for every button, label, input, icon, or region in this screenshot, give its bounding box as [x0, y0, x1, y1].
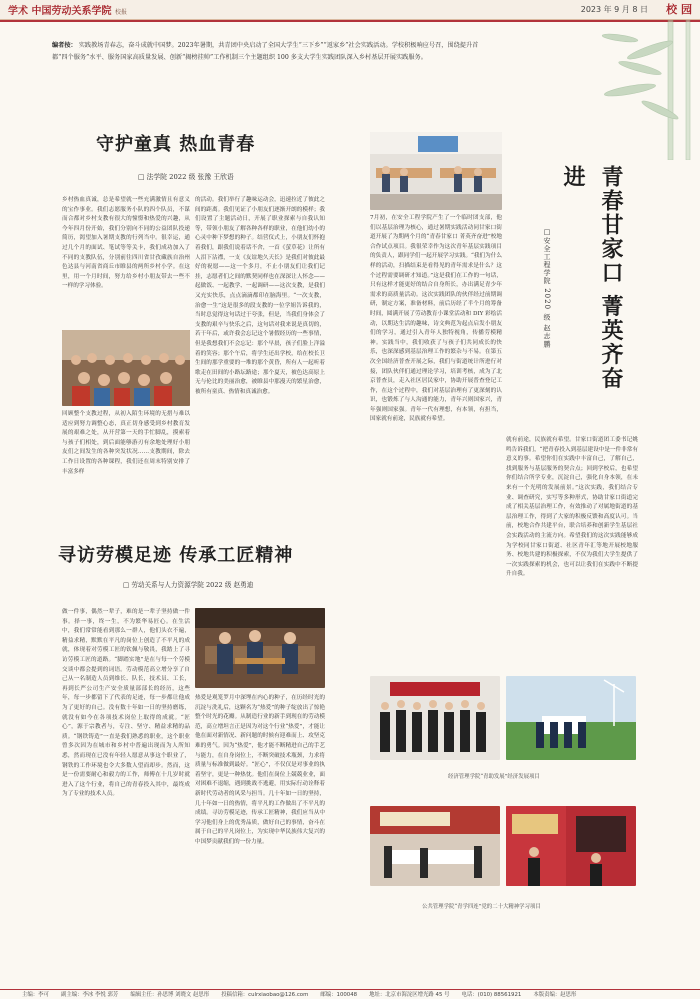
article3-photo: [370, 132, 502, 210]
article2-col2: 热爱是观笼罗月中深埋在内心的种子，在历经时光的沉淀与洗礼后，这颗名为“热爱”的种子绽放出了惊艳整个时光的花瓣。从制造行业的新手到现在的劳动模范，高立增坦言正是因为对这个行业“热爱”，才能让他在面对新情况、新问题的时候有迎难而上、攻坚克难的勇气。因为“热爱”，他才能不断精进自己的手艺与能力，在自身岗位上，不断突破技术瓶颈，力求将质量与标准做到最好。“匠心”，不仅仅是对事业的执着坚守，更是一种热忱。他们在岗位上兢兢业业，面对困难不退缩，遇到挑战不逃避，用实际行动诠释着新时代劳动者的风采与担当。几十年如一日的坚持，几十年如一日的热情，将平凡的工作做出了不平凡的成绩。寻访劳模足迹，传承工匠精神，我们应当从中学习他们身上的优秀品质，做好自己的事情，奋斗在属于自己的平凡岗位上，为实现中华民族伟大复兴的中国梦贡献我们的一份力量。: [195, 695, 325, 845]
article3-title: [560, 165, 630, 405]
footer: [22, 989, 700, 999]
article2-byline: [123, 579, 253, 589]
article2-photo: [195, 608, 325, 688]
project-photo-3: [370, 806, 500, 886]
footer-page-editor: 本版责编：赵思彤: [533, 992, 577, 998]
square-bullet-icon: □: [543, 228, 551, 237]
footer-deputy-editors: 副主编：李冰 李悦 郭芳: [60, 992, 119, 998]
logo-paper: 中国劳动关系学院: [31, 6, 112, 17]
project-photo-2: [506, 676, 636, 760]
project-photo-1: [370, 676, 500, 760]
article3-byline-text: 安全工程学院 2020 级 赵志鹏: [543, 237, 551, 349]
logo-suffix: 校报: [114, 9, 127, 16]
bamboo-decoration-icon: [500, 20, 700, 160]
article2-title: 寻访劳模足迹 传承工匠精神: [58, 545, 294, 566]
article3-col2: 就有前途，民族就有希望。甘家口街道团工委书记姚鸣告诉我们，“把青春投入到基层建设中是一件非常有意义的事。希望你们在实践中丰富自己，了解自己，找到服务与基层服务的契合点；回到学校后，也希望你们结合所学专业，沉淀自己，强化自身本领，在未来有一个光明的发展前景。”这次实践，我们结合专业、调查研究，实写等多种形式，协助甘家口街道完成了相关基层治理工作，有效推动了对属地街道的基层治理工作，得到了大家的积极反馈和高度认可。当前，校地合作共建平台，联合培养和创新学生基层社会实践活动的主流方向。希望我们的这次实践能够成为学校同甘家口街道、社区青年汇等地开展校地服务、校地共建的积极探索，不仅为我们大学生提供了一次实践探索的机会，也可以让我们在实践中不断提升自我。: [506, 437, 638, 578]
footer-editor-in-chief: 主编：李可: [22, 992, 49, 998]
article1-byline-text: 法学院 2022 级 张豫 王欣语: [146, 173, 234, 181]
article3-title-line1: 青春甘家口: [598, 165, 624, 285]
caption-1: 经济管理学院“青助发展”经济发展项目: [448, 774, 540, 780]
article3-col1: 7月初，在安全工程学院产生了一个临时团支部，他们以基层治理为核心，通过暑期实践活动同甘家口街道开展了为期两个月的“青春甘家口 菁英齐奋进”校地合作试点项目。我很荣幸作为这次青年基层实践项目的负责人，跟同学们一起开展学习实践。“我们为什么样的活动，扫描结束是看得见的青年需求是什么？这个过程需要调研才知道。”这是我们在工作的一句话，只有这样才能更好的结合自身所长，办出满足青少年需求的高质量活动。这次实践团队的伙伴经过前期调研，制定方案，准备材料，前后历经了半个月的筹备时间，圆满开展了劳动教育小课堂活动和 DIY 彩绘活动，以期达生活的趣味，诗文典范为起点启发小朋友们的学习，通过引入青年人独特视角，传播劳模精神。实践当中，我们收获了与孩子们共同成长的快乐，也深深感到基层治理工作的繁杂与不易。在第五次全国经济普查开展之际，我们与街道统计所进行对接，团队伙伴们通过理论学习，培训考核，成为了北京普查员，走入社区居民家中，协助开展普查登记工作，在这个过程中，我们对基层治理有了更深刻的认识，也锻炼了与人沟通的能力，青年兴则国家兴，青年强则国家强。青年一代有理想，有本领，有担当，国家就有前途，民族就有希望。: [370, 215, 502, 423]
footer-phone: 电话：(010) 88561921: [461, 992, 522, 998]
logo-main: 学术: [8, 6, 28, 17]
project-photo-4: [506, 806, 636, 886]
article1-title: 守护童真 热血青春: [96, 134, 256, 155]
square-bullet-icon: □: [138, 173, 147, 181]
newspaper-logo: [8, 2, 127, 17]
footer-postcode: 邮编：100048: [320, 992, 358, 998]
article3-title-line2: 菁英齐奋进: [560, 165, 624, 391]
article3-byline: [542, 228, 552, 349]
article1-byline: [138, 171, 234, 181]
footer-address: 地址：北京市海淀区增光路 45 号: [369, 992, 450, 998]
editor-note: [52, 40, 492, 63]
editor-note-text: 实践教场青春志，奋斗成就中国梦。2023年暑期，共青团中央启动了全国大学生“三下乡”“返家乡”社会实践活动。学校积极响应号召，围绕提升首都“四个服务”水平、服务国家高质量发展、创新“揭榜挂帅”工作机制三个主题组织 100 多支大学生实践团队深入乡村基层开展实践服务。: [52, 42, 479, 61]
square-bullet-icon: □: [123, 581, 132, 589]
article1-col2: 的活动。我们举行了趣味运动会，迅速拉近了彼此之间的距离。我们见证了小朋友们逐渐开朗的模样；我们设置了主题活动日，开展了职业探索与自我认知等，带领小朋友了解各种各样的职业，在他们幼小的心灵中种下梦想的种子。结营仪式上，小朋友们怀抱着我们，跟我们说着话不舍，一首《萤草花》让所有人泪下沾襟，一支《友谊地久天长》是我们对彼此最好的祝愿——这一个多月，不止小朋友们让我们记挂，志愿者们之间的默契同样也在深深让人怀念——起做饭、一起教学、一起调研——这次支教，是我们又充实快乐，点点滴滴都印在脑海里。“一次支教，治愈一生”这是很多的段支教的一位学姐告诉我的，当时总觉得这句话过于夸张，但是，当我们身体会了支教的艰辛与快乐之后，这句话对我来说是真切的，若干年后，或许我会忘记这个暑假经历的一些事情，但是我想我们不会忘记：那个早晨，孩子们脸上洋溢着的笑容；那个午后，将学生还出学校，给在校长卫生间的那学重要的一堆的那个黄昏，所有人一起听着歌走在田间的小路坛路途；那个夏天，被色达高原上无与伦比的美丽治愈，被睢县中那漫天的繁星治愈，被所有童真、热情和真诚治愈。: [195, 197, 325, 395]
section-name: 校 园: [666, 3, 692, 16]
issue-date: 2023 年 9 月 8 日: [580, 5, 648, 14]
caption-2: 公共管理学院“青学四连”党的二十大精神学习项目: [422, 904, 541, 910]
masthead: [0, 0, 700, 20]
article2-byline-text: 劳动关系与人力资源学院 2022 级 赵勇迪: [131, 581, 254, 589]
article1-col1-bottom: 回顾整个支教过程，从初入陌生环境的无措与难以适应到努力调整心态，真正切身感受到乡村教育发展的艰难之处，从开营第一天的手忙脚乱，摸索着与孩子们相处，到后面能够游刃有余地处理好小朋友们之间发生的各种突发状况……支教期间，除去工作日设置的各种课程，我们还在周末特别安排了丰富多样: [62, 411, 190, 475]
article1-col1-top: 乡村热血真诚，总是希望就一些充满激情且有意义的宝作事业。我们志愿服务小队的四个队员，不谋而合都对乡村支教有很大的憧憬和热爱的兴趣，从今年四月份开始，我们分别向不同的公益团队投递简历，渴望加入暑期支教的行列当中。很幸运，通过几个月的面试、笔试等等关卡，我们成功加入了不同的支教队伍，分别前往四川省甘孜藏族自治州色达县与河南省商丘市睢县的两所乡村小学。在这里，用一个月时间，努力给乡村小朋友带去一些不一样的学习体验。: [62, 197, 190, 290]
footer-email: 投稿信箱：culrxiaobao@126.com: [221, 992, 309, 998]
article1-photo-1: [62, 330, 190, 406]
editor-note-label: 编者按：: [52, 42, 77, 49]
footer-editing-directors: 编辑主任：孙思博 刘晓文 赵思彤: [130, 992, 210, 998]
article2-col1: 做一件事，偶然一辈子，难的是一辈子坚持做一件事。择一事，终一生，不为繁华易匠心。在生活中，我们常常能看到那么一群人，他们头衣不遍，精益求精，默默在平凡的岗位上创造了不平凡的成就，体现着对劳模工匠的钦佩与敬畏，我踏上了寻访劳模工匠的道路。“脚踏实地”是在与每一个劳模交谈中都会提到的词语。劳动模范高立增分享了自己从一名制造人员到维长、队长，技术员、工长，再到长严公司生产安全质量部部长的经历，这些年，每一步都留下了代表的足迹，每一步都让他成为了更好的自己。没有数十年如一日的坚持磨练，就没有如今在各项技术岗位上取得的成就。“匠心”，源于宗教者与，专注、坚守、精益求精的品质。“钢铁铸造”一直是我们熟悉的职业，这个职业曾多次因为在城市和乡村中普遍出现而为人所知悉，然而现在已没有年轻人愿意从事这个职业了，钢铁的工作环境也令大多数人望而却步。然而，这是一份需要耐心和毅力的工作，师傅在十几岁时就进入了这个行业，将自己的青春投入其中，最终成为了专业的技术人员。: [62, 609, 190, 798]
